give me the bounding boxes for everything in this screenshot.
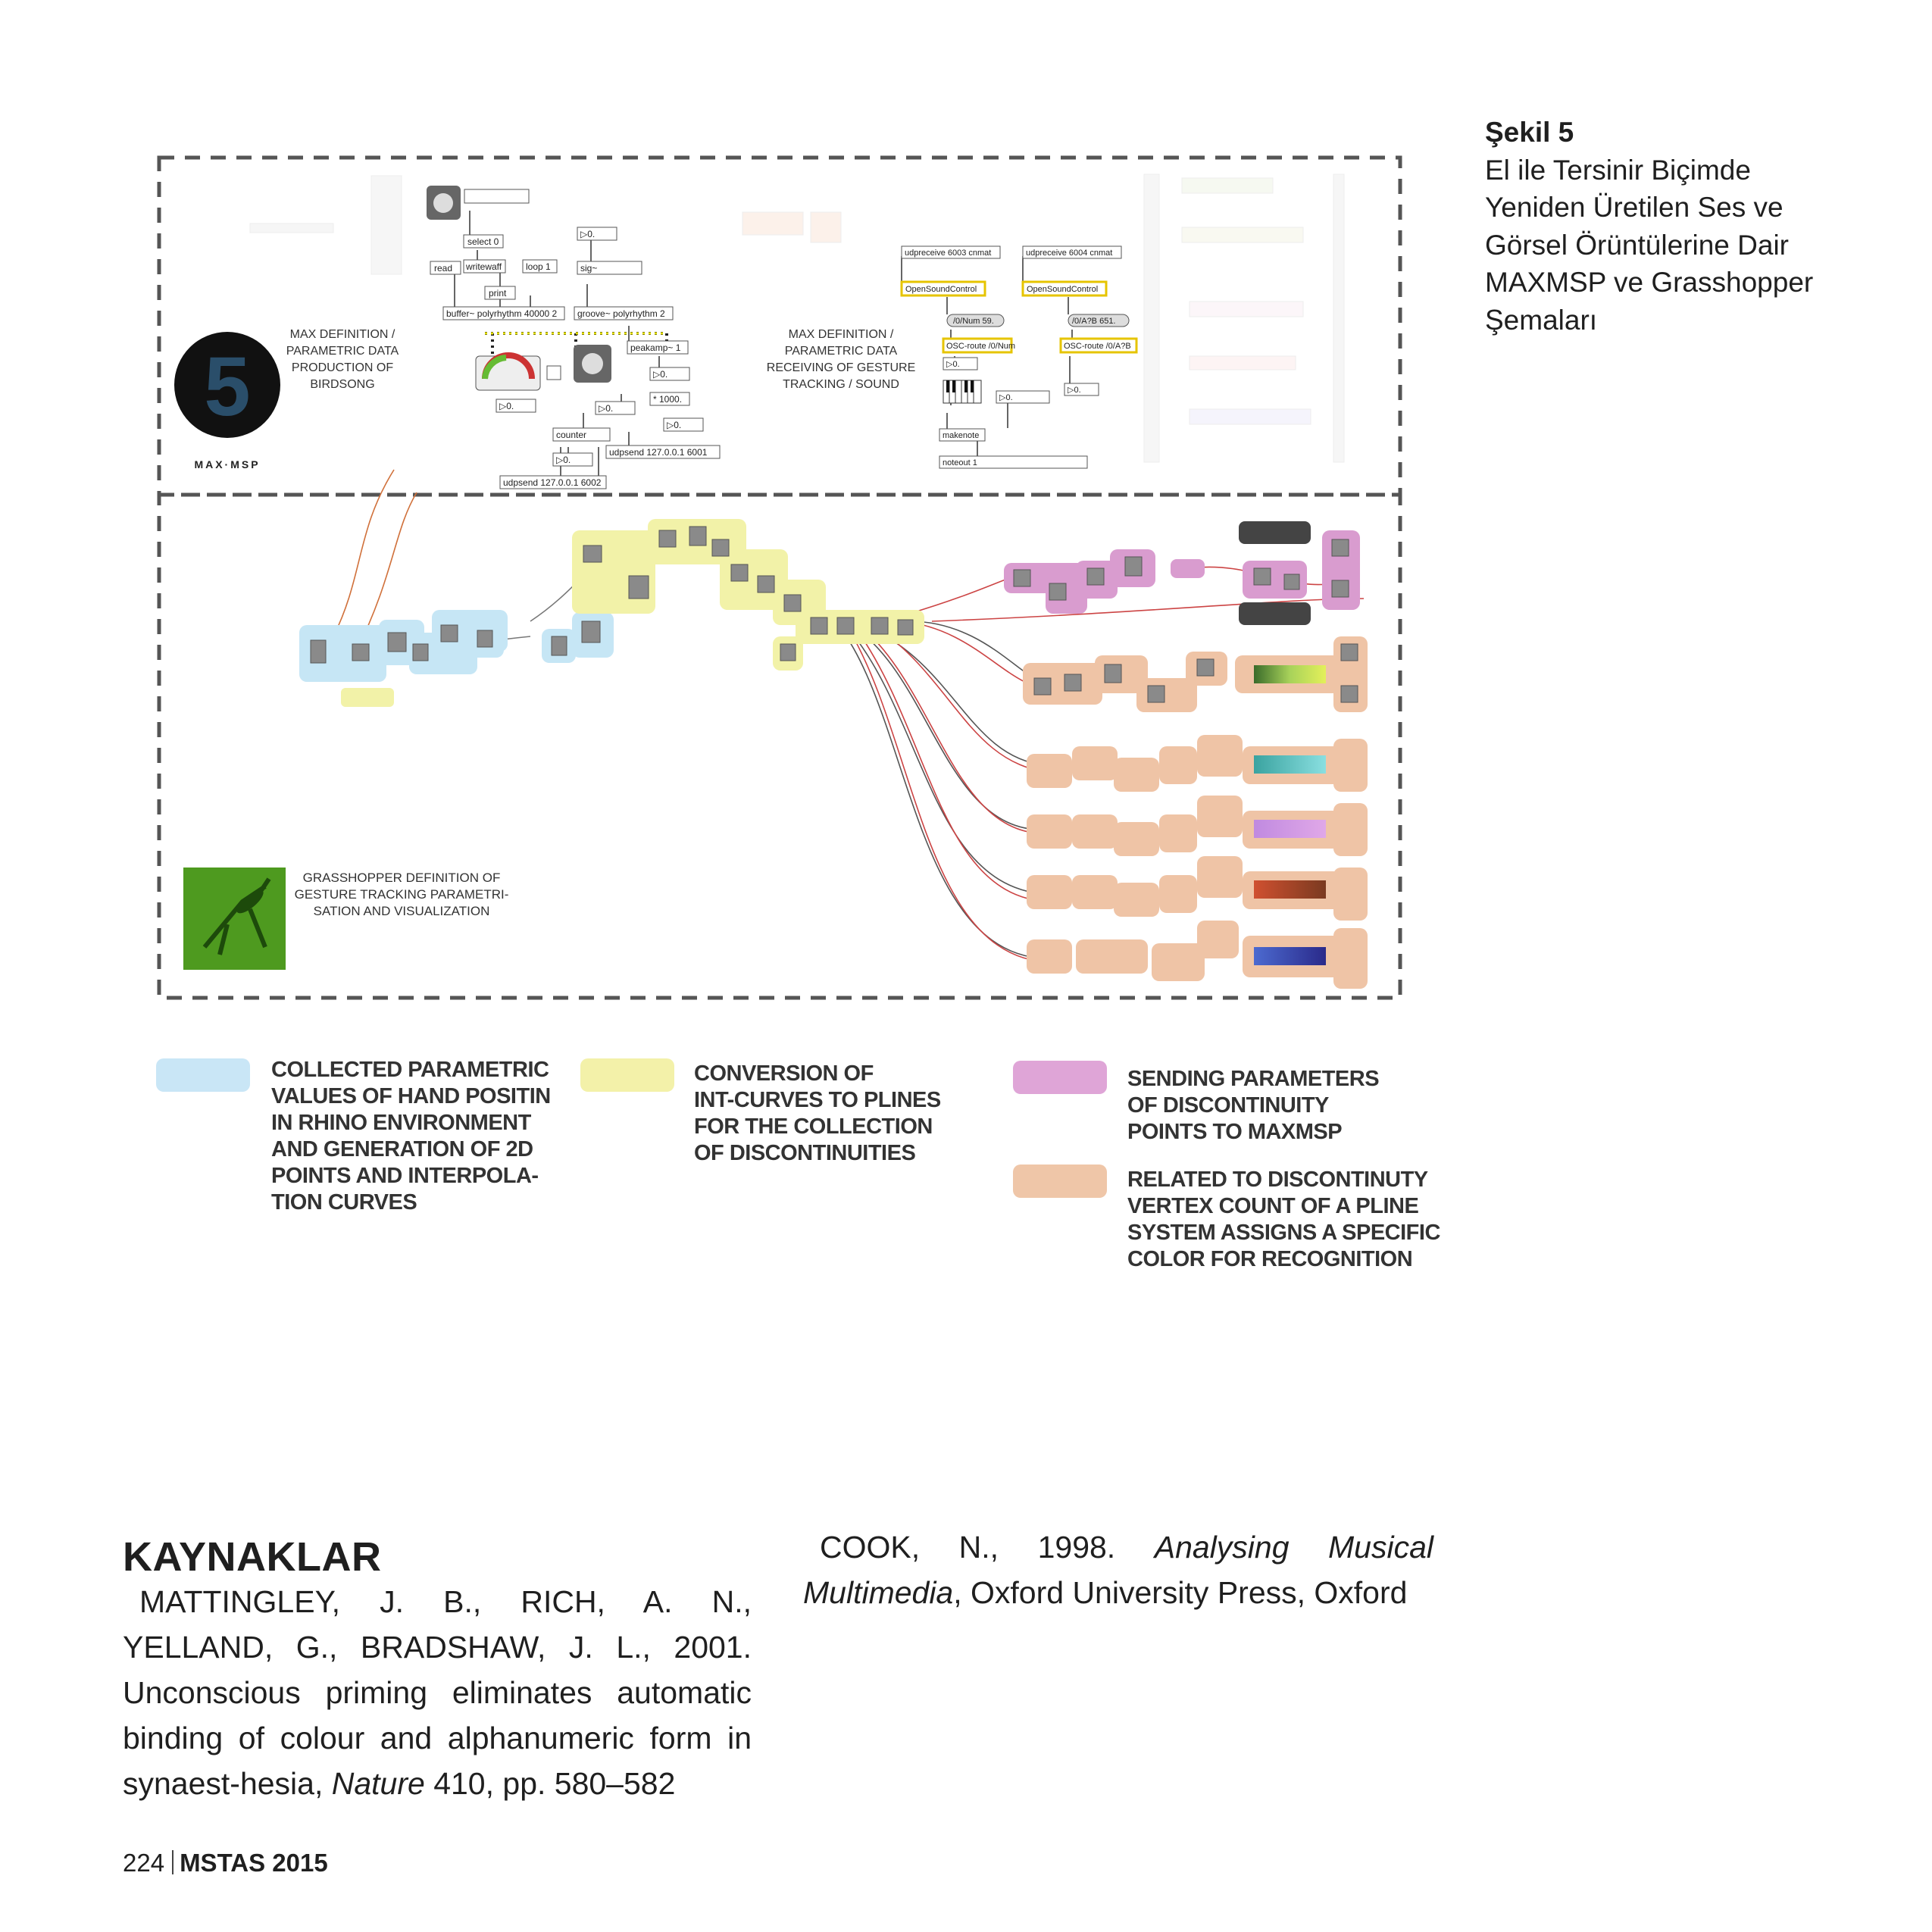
svg-text:udpreceive 6003 cnmat: udpreceive 6003 cnmat: [905, 249, 992, 258]
svg-text:PRODUCTION OF: PRODUCTION OF: [291, 361, 394, 374]
svg-text:udpsend 127.0.0.1 6002: udpsend 127.0.0.1 6002: [503, 477, 602, 488]
svg-text:buffer~ polyrhythm 40000 2: buffer~ polyrhythm 40000 2: [446, 308, 558, 319]
page-footer: [123, 1849, 328, 1877]
svg-text:select 0: select 0: [467, 236, 499, 247]
conference-name: MSTAS 2015: [180, 1849, 328, 1877]
dark-panel-2: [1239, 602, 1311, 625]
grasshopper-logo: [183, 868, 286, 970]
svg-text:5: 5: [204, 340, 251, 433]
svg-text:writewaff: writewaff: [466, 261, 502, 272]
svg-text:OpenSoundControl: OpenSoundControl: [905, 285, 977, 294]
svg-text:▷0.: ▷0.: [653, 369, 668, 380]
svg-text:peakamp~ 1: peakamp~ 1: [630, 342, 681, 353]
svg-text:/0/Num 59.: /0/Num 59.: [953, 317, 994, 326]
svg-text:▷0.: ▷0.: [499, 401, 514, 411]
references-heading: KAYNAKLAR: [123, 1534, 382, 1580]
svg-text:loop 1: loop 1: [526, 261, 551, 272]
faded-patch-background: [250, 174, 1344, 462]
svg-text:groove~ polyrhythm 2: groove~ polyrhythm 2: [577, 308, 665, 319]
max-frame: [159, 158, 1400, 495]
svg-text:counter: counter: [556, 430, 587, 440]
svg-text:MAX DEFINITION /: MAX DEFINITION /: [788, 328, 894, 341]
legend-text-blue: COLLECTED PARAMETRIC VALUES OF HAND POSITIN IN RHINO ENVIRONMENT AND GENERATION OF 2D POINTS AND INTERPOLA- TION CURVES: [271, 1058, 551, 1215]
svg-text:makenote: makenote: [943, 431, 980, 440]
svg-text:/0/A?B 651.: /0/A?B 651.: [1072, 317, 1116, 326]
figure-caption: [1485, 114, 1849, 339]
max-objects-2: [902, 246, 1136, 468]
svg-text:udpreceive 6004 cnmat: udpreceive 6004 cnmat: [1026, 249, 1113, 258]
svg-text:PARAMETRIC DATA: PARAMETRIC DATA: [784, 345, 898, 358]
speaker-button-1[interactable]: [427, 186, 461, 220]
caption-title: Şekil 5: [1485, 117, 1574, 148]
svg-text:OSC-route /0/A?B: OSC-route /0/A?B: [1064, 342, 1131, 351]
svg-text:noteout 1: noteout 1: [943, 458, 977, 467]
svg-text:OpenSoundControl: OpenSoundControl: [1027, 285, 1099, 294]
svg-text:udpsend 127.0.0.1 6001: udpsend 127.0.0.1 6001: [609, 447, 708, 458]
reference-mattingley: MATTINGLEY, J. B., RICH, A. N., YELLAND, G., BRADSHAW, J. L., 2001. Unconscious priming eliminates automatic binding of colour and alphanumeric form in synaest-hesia, Nature 410, pp. 580–582: [123, 1584, 752, 1801]
caption-line: El ile Tersinir Biçimde: [1485, 154, 1751, 186]
svg-text:TRACKING / SOUND: TRACKING / SOUND: [783, 378, 899, 391]
svg-text:RECEIVING OF GESTURE: RECEIVING OF GESTURE: [766, 361, 916, 374]
svg-text:GESTURE TRACKING PARAMETRI-: GESTURE TRACKING PARAMETRI-: [294, 887, 509, 902]
keyboard-widget[interactable]: [943, 380, 981, 403]
svg-text:▷0.: ▷0.: [580, 229, 596, 239]
max-logo: MAX·MSP: [194, 458, 261, 470]
legend-text-pink: SENDING PARAMETERS OF DISCONTINUITY POINTS TO MAXMSP: [1127, 1067, 1380, 1144]
legend-text-yellow: CONVERSION OF INT-CURVES TO PLINES FOR THE COLLECTION OF DISCONTINUITIES: [694, 1061, 941, 1165]
svg-text:GRASSHOPPER DEFINITION OF: GRASSHOPPER DEFINITION OF: [302, 871, 501, 885]
svg-text:▷0.: ▷0.: [667, 420, 682, 430]
svg-text:read: read: [434, 263, 453, 274]
svg-text:▷0.: ▷0.: [1068, 386, 1081, 395]
legend-swatch-blue: [156, 1058, 250, 1092]
svg-text:MAX DEFINITION /: MAX DEFINITION /: [289, 328, 395, 341]
svg-text:sig~: sig~: [580, 263, 598, 274]
speaker-button-2[interactable]: [574, 345, 611, 383]
svg-text:SATION AND VISUALIZATION: SATION AND VISUALIZATION: [313, 904, 490, 918]
figure-diagram: [0, 0, 1440, 1030]
legend-swatch-pink: [1013, 1061, 1107, 1094]
page-number: 224: [123, 1849, 165, 1877]
legend-swatch-orange: [1013, 1165, 1107, 1198]
legend-swatch-yellow: [580, 1058, 674, 1092]
max-badge: [174, 332, 280, 438]
svg-text:▷0.: ▷0.: [556, 455, 571, 465]
caption-line: Yeniden Üretilen Ses ve: [1485, 192, 1784, 223]
dark-panel-1: [1239, 521, 1311, 544]
svg-text:▷0.: ▷0.: [999, 393, 1013, 402]
svg-text:▷0.: ▷0.: [946, 360, 960, 369]
level-meter: [476, 355, 540, 390]
svg-text:▷0.: ▷0.: [599, 403, 614, 414]
footer-separator: [172, 1850, 174, 1874]
svg-text:BIRDSONG: BIRDSONG: [310, 378, 375, 391]
svg-text:OSC-route /0/Num: OSC-route /0/Num: [946, 342, 1016, 351]
svg-text:PARAMETRIC DATA: PARAMETRIC DATA: [286, 345, 399, 358]
svg-text:* 1000.: * 1000.: [653, 394, 683, 405]
legend-text-orange: RELATED TO DISCONTINUTY VERTEX COUNT OF A PLINE SYSTEM ASSIGNS A SPECIFIC COLOR FOR RECOGNITION: [1127, 1168, 1440, 1271]
toggle-box[interactable]: [547, 366, 561, 380]
reference-cook: COOK, N., 1998. Analysing Musical Multimedia, Oxford University Press, Oxford: [803, 1530, 1433, 1610]
caption-line: Görsel Örüntülerine Dair: [1485, 229, 1789, 261]
caption-line: MAXMSP ve Grasshopper: [1485, 267, 1814, 298]
max-label-1: [286, 328, 399, 391]
svg-text:print: print: [489, 288, 507, 299]
caption-line: Şemaları: [1485, 304, 1598, 336]
max-label-2: [767, 328, 915, 391]
grasshopper-label: [295, 871, 509, 918]
yellow-cluster: [341, 519, 924, 707]
